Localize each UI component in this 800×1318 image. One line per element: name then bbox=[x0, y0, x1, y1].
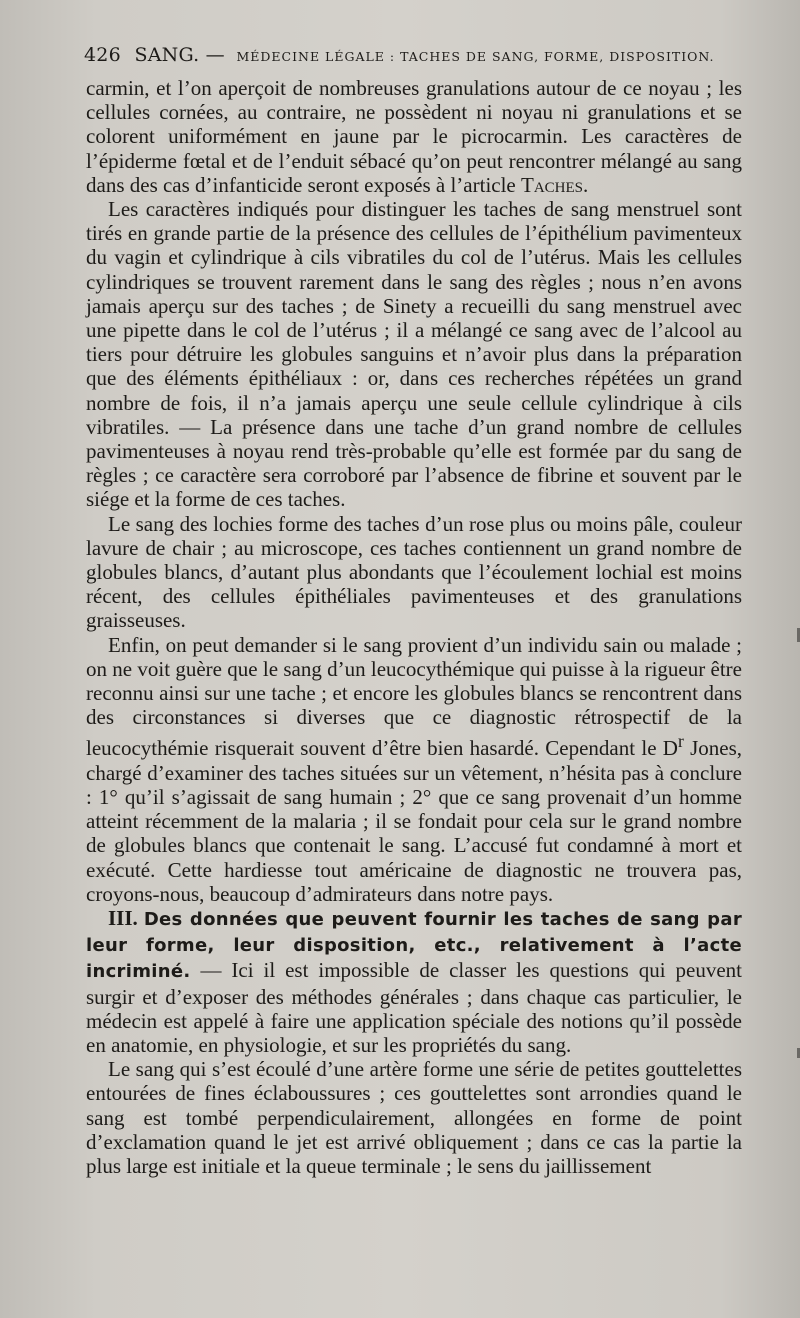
running-header bbox=[84, 44, 724, 66]
section-heading: Des données que peuvent fournir les taches de sang par leur forme, leur disposition, etc., relativement à l’acte incriminé. bbox=[86, 908, 742, 983]
page-number: 426 bbox=[84, 44, 121, 66]
paragraph-arterial-blood: Le sang qui s’est écoulé d’une artère forme une série de petites gouttelettes entourées de fines éclaboussures ; ces gouttelettes sont arrondies quand le sang est tombé perpendiculairement, allongées en forme de point d’exclamation quand le jet est arrivé obliquement ; dans ce cas la partie la plus large est initiale et la queue terminale ; le sens du jaillissement bbox=[86, 1057, 742, 1178]
paragraph-diagnosis: Enfin, on peut demander si le sang provient d’un individu sain ou malade ; on ne voit guère que le sang d’un leucocythémique qui puisse à la rigueur être reconnu ainsi sur une tache ; et encore les globules blancs se rencontrent dans des circonstances si diverses que ce diagnostic rétrospectif de la leucocythémie risquerait souvent d’être bien hasardé. Cependant le $D^r$ Jones, chargé d’examiner des taches situées sur un vêtement, n’hésita pas à conclure : 1° qu’il s’agissait de sang humain ; 2° que ce sang provenait d’un homme atteint récemment de la malaria ; il se fondait pour cela sur le grand nombre de globules blancs que contenait le sang. L’accusé fut condamné à mort et exécuté. Cette hardiesse tout américaine de diagnostic ne trouvera pas, croyons-nous, beaucoup d’admirateurs dans notre pays. bbox=[86, 632, 742, 906]
abbrev-superscript: r bbox=[677, 731, 684, 752]
cross-reference: Taches bbox=[521, 172, 584, 197]
section-numeral: III. bbox=[108, 905, 138, 930]
page-body bbox=[86, 76, 742, 1178]
section-iii-paragraph: III. Des données que peuvent fournir les taches de sang par leur forme, leur disposition, etc., relativement à l’acte incriminé. — Ici il est impossible de classer les questions qui peuvent surgir et d’exposer des méthodes générales ; dans chaque cas particulier, le médecin est appelé à faire une application spéciale des notions qu’il possède en anatomie, en physiologie, et sur les propriétés du sang. bbox=[86, 905, 742, 1057]
running-subtitle: MÉDECINE LÉGALE : TACHES DE SANG, FORME, DISPOSITION. bbox=[236, 49, 715, 64]
paragraph-lochia: Le sang des lochies forme des taches d’un rose plus ou moins pâle, couleur lavure de chair ; au microscope, ces taches contiennent un grand nombre de globules blancs, d’autant plus abondants que l’écoulement lochial est moins récent, des cellules épithéliales pavimenteuses et des granulations graisseuses. bbox=[86, 511, 742, 633]
paragraph-menstrual-blood: Les caractères indiqués pour distinguer les taches de sang menstruel sont tirés en grande partie de la présence des cellules de l’épithélium pavimenteux du vagin et cylindrique à cils vibratiles du col de l’utérus. Mais les cellules cylindriques se trouvent rarement dans le sang des règles ; nous n’en avons jamais aperçu sur des taches ; de Sinety a recueilli du sang menstruel avec une pipette dans le col de l’utérus ; il a mélangé ce sang avec de l’alcool au tiers pour détruire les globules sanguins et n’avoir plus dans la préparation que des éléments épithéliaux : or, dans ces recherches répétées un grand nombre de fois, il n’a jamais aperçu une seule cellule cylindrique à cils vibratiles. — La présence dans une tache d’un grand nombre de cellules pavimenteuses à noyau rend très-probable qu’elle est formée par du sang de règles ; ce caractère sera corroboré par l’absence de fibrine et souvent par le siége et la forme de ces taches. bbox=[86, 197, 742, 512]
running-title: SANG. — bbox=[134, 44, 225, 66]
paragraph-continued: carmin, et l’on aperçoit de nombreuses granulations autour de ce noyau ; les cellules cornées, au contraire, ne possèdent ni noyau ni granulations et se colorent uniformément en jaune par le picrocarmin. Les caractères de l’épiderme fœtal et de l’enduit sébacé qu’on peut rencontrer mélangé au sang dans des cas d’infanticide seront exposés à l’article Taches. bbox=[86, 76, 742, 197]
